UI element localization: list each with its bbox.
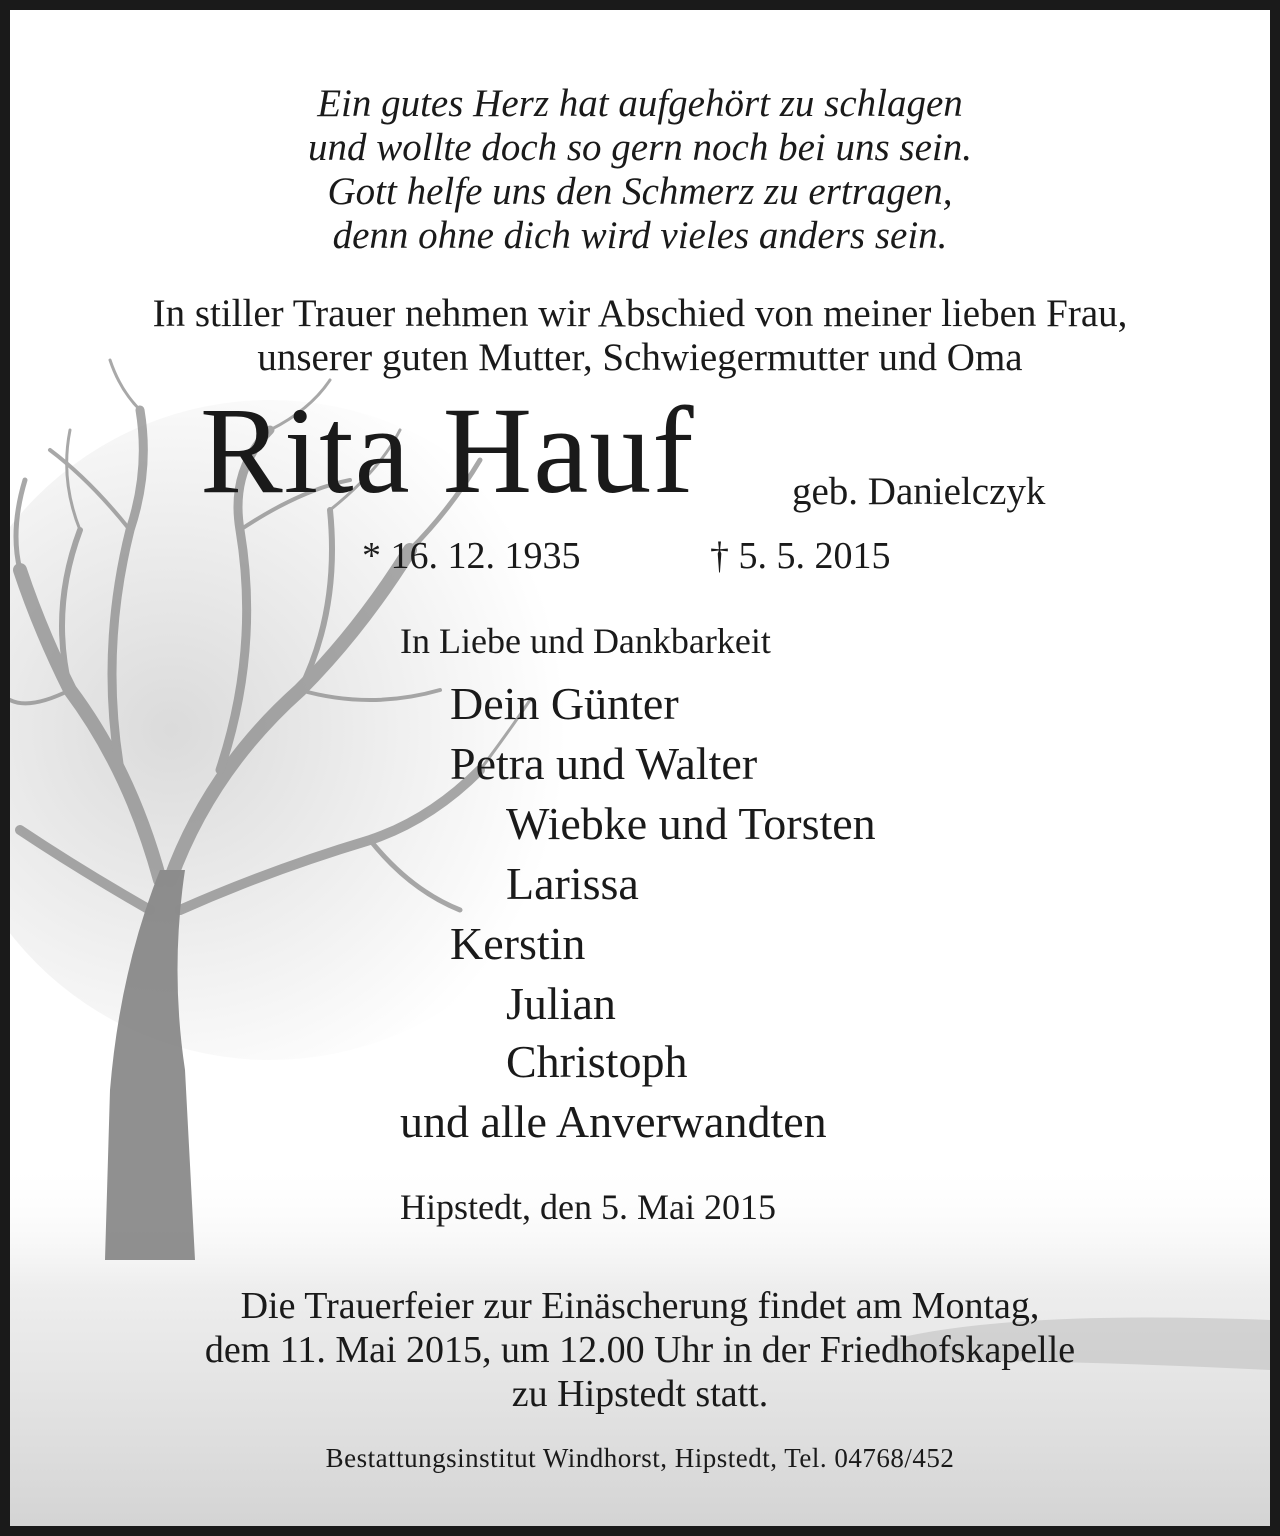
intro-line: unserer guten Mutter, Schwiegermutter und Oma [257, 336, 1023, 379]
closing-phrase: In Liebe und Dankbarkeit [400, 621, 771, 661]
family-member: Petra und Walter [450, 738, 758, 789]
poem-line: Gott helfe uns den Schmerz zu ertragen, [327, 170, 953, 213]
poem-line: Ein gutes Herz hat aufgehört zu schlagen [317, 82, 963, 125]
family-member: Christoph [506, 1036, 688, 1087]
deceased-name: Rita Hauf [200, 382, 695, 519]
death-date: † 5. 5. 2015 [710, 535, 891, 577]
family-member: Wiebke und Torsten [506, 798, 876, 849]
birth-date: * 16. 12. 1935 [362, 535, 581, 577]
family-member: Kerstin [450, 918, 586, 969]
poem-line: und wollte doch so gern noch bei uns sein. [307, 126, 972, 169]
ceremony-line: Die Trauerfeier zur Einäscherung findet am Montag, [240, 1285, 1040, 1327]
family-member: Julian [506, 978, 616, 1029]
ceremony-line: zu Hipstedt statt. [511, 1373, 769, 1415]
family-member: Dein Günter [450, 678, 679, 729]
ceremony-line: dem 11. Mai 2015, um 12.00 Uhr in der Friedhofskapelle [204, 1329, 1076, 1371]
intro-line: In stiller Trauer nehmen wir Abschied von meiner lieben Frau, [152, 292, 1128, 335]
family-member: und alle Anverwandten [400, 1096, 827, 1147]
notice-content [10, 10, 1270, 1526]
funeral-home-footer: Bestattungsinstitut Windhorst, Hipstedt, Tel. 04768/452 [325, 1443, 955, 1473]
place-date: Hipstedt, den 5. Mai 2015 [400, 1187, 776, 1227]
poem-line: denn ohne dich wird vieles anders sein. [332, 214, 948, 257]
family-member: Larissa [506, 858, 639, 909]
birth-name: geb. Danielczyk [792, 470, 1046, 513]
